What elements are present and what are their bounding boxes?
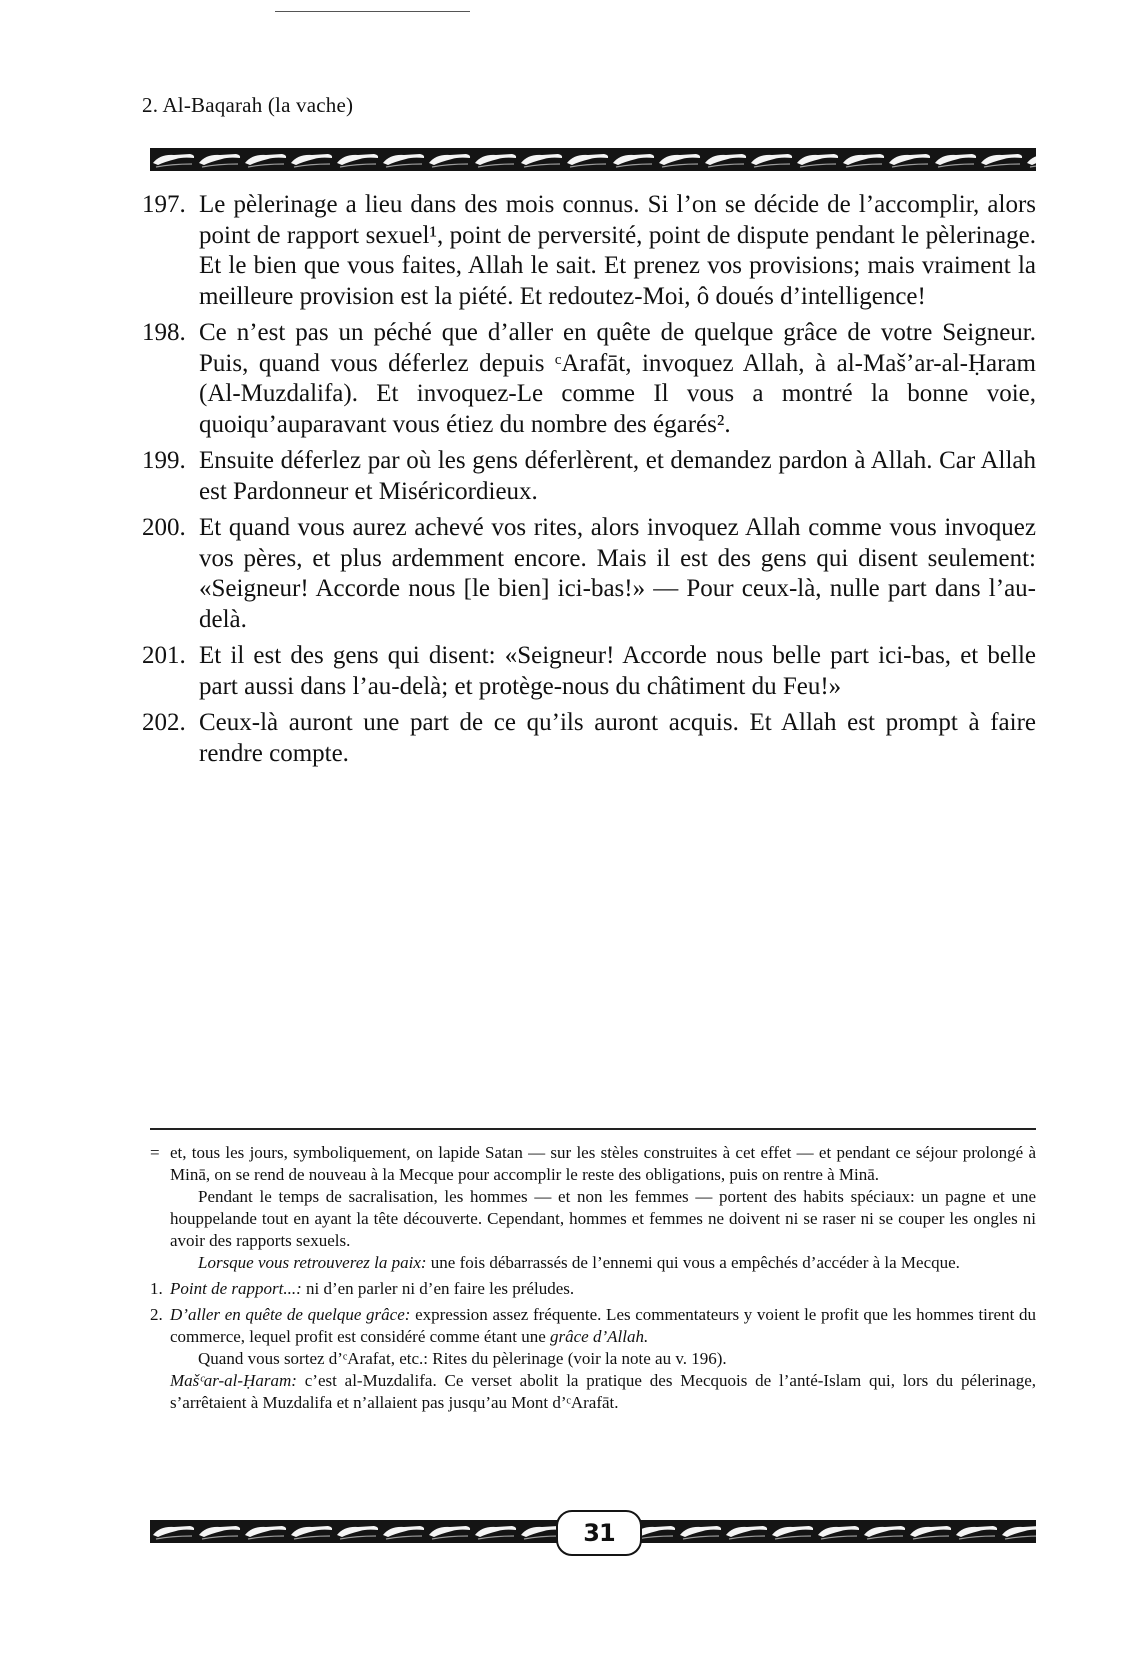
footnote-paragraph: Quand vous sortez d’ᶜArafat, etc.: Rites du pèlerinage (voir la note au v. 196). [198, 1349, 727, 1368]
verse-number: 202. [142, 709, 186, 736]
footnote-mark: 1. [150, 1279, 163, 1298]
verse [142, 318, 1036, 440]
chain-ornament [150, 1520, 565, 1543]
page-number: 31 [556, 1510, 642, 1556]
footnote-lemma: Lorsque vous retrouverez la paix: [198, 1253, 427, 1272]
verse [142, 708, 1036, 769]
footnote-lemma: D’aller en quête de quelque grâce: [170, 1305, 411, 1324]
footnote-paragraph [170, 1304, 1036, 1348]
verse-number: 200. [142, 514, 186, 541]
footnote-gloss: ni d’en parler ni d’en faire les préludes. [301, 1279, 575, 1298]
chain-ornament [150, 148, 1036, 171]
footnote-mark: 2. [150, 1305, 163, 1324]
footnotes [150, 1142, 1036, 1418]
footnote-2 [150, 1304, 1036, 1414]
footnote-paragraph: Pendant le temps de sacralisation, les hommes — et non les femmes — portent des habits spéciaux: un pagne et une houppelande tout en ayant la tête découverte. Cependant, hommes et femmes ne doivent ni se raser ni se couper les ongles ni avoir des rapports sexuels. [170, 1187, 1036, 1250]
decorative-band-top [150, 148, 1036, 171]
running-head: 2. Al-Baqarah (la vache) [142, 93, 354, 117]
verse-number: 198. [142, 319, 186, 346]
footnote-mark: = [150, 1143, 160, 1162]
top-rule [275, 11, 470, 12]
verse-text: Ensuite déferlez par où les gens déferlèrent, et demandez pardon à Allah. Car Allah est Pardonneur et Miséricordieux. [199, 447, 1036, 505]
footnote-1 [150, 1278, 1036, 1300]
footnote-gloss: c’est al-Muzdalifa. Ce verset abolit la pratique des Mecquois de l’anté-Islam qui, lors du pélerinage, s’arrêtaient à Muzdalifa et n’allaient pas jusqu’au Mont d’ᶜArafāt. [170, 1371, 1036, 1412]
verse-text: Ce n’est pas un péché que d’aller en quête de quelque grâce de votre Seigneur. Puis, quand vous déferlez depuis ᶜArafāt, invoquez Allah, à al-Maš’ar-al-Ḥaram (Al-Muzdalifa). Et invoquez-Le comme Il vous a montré la bonne voie, quoiqu’auparavant vous étiez du nombre des égarés². [199, 319, 1036, 438]
verse-number: 201. [142, 642, 186, 669]
chain-ornament [631, 1520, 1036, 1543]
verse-text: Ceux-là auront une part de ce qu’ils auront acquis. Et Allah est prompt à faire rendre compte. [199, 709, 1036, 767]
footnote-rule [150, 1128, 1036, 1130]
footnote-continued [150, 1142, 1036, 1274]
footnote-paragraph: et, tous les jours, symboliquement, on lapide Satan — sur les stèles construites à cet effet — et pendant ce séjour prolongé à Minā, on se rend de nouveau à la Mecque pour accomplir le reste des obligations, puis on rentre à Minā. [170, 1143, 1036, 1184]
footnote-emphasis: grâce d’Allah. [550, 1327, 649, 1346]
verse [142, 513, 1036, 635]
footnote-lemma: Mašᶜar-al-Ḥaram: [170, 1371, 297, 1390]
verse-number: 199. [142, 447, 186, 474]
verse-list [142, 190, 1036, 775]
decorative-band-bottom-left [150, 1520, 565, 1543]
footnote-gloss: expression assez fréquente. Les commentateurs y voient le profit que les hommes tirent du commerce, lequel profit est considéré comme étant une [170, 1305, 1036, 1346]
verse [142, 446, 1036, 507]
verse-text: Le pèlerinage a lieu dans des mois connus. Si l’on se décide de l’accomplir, alors point de rapport sexuel¹, point de perversité, point de dispute pendant le pèlerinage. Et le bien que vous faites, Allah le sait. Et prenez vos provisions; mais vraiment la meilleure provision est la piété. Et redoutez-Moi, ô doués d’intelligence! [199, 191, 1036, 310]
footnote-lemma: Point de rapport...: [170, 1279, 302, 1298]
verse [142, 190, 1036, 312]
footnote-paragraph [170, 1278, 1036, 1300]
verse [142, 641, 1036, 702]
verse-text: Et il est des gens qui disent: «Seigneur! Accorde nous belle part ici-bas, et belle part aussi dans l’au-delà; et protège-nous du châtiment du Feu!» [199, 642, 1036, 700]
verse-text: Et quand vous aurez achevé vos rites, alors invoquez Allah comme vous invoquez vos pères, et plus ardemment encore. Mais il est des gens qui disent seulement: «Seigneur! Accorde nous [le bien] ici-bas!» — Pour ceux-là, nulle part dans l’au-delà. [199, 514, 1036, 633]
verse-number: 197. [142, 191, 186, 218]
footnote-paragraph [170, 1370, 1036, 1414]
footnote-paragraph [170, 1252, 1036, 1274]
decorative-band-bottom-right [631, 1520, 1036, 1543]
footnote-gloss: une fois débarrassés de l’ennemi qui vous a empêchés d’accéder à la Mecque. [426, 1253, 960, 1272]
